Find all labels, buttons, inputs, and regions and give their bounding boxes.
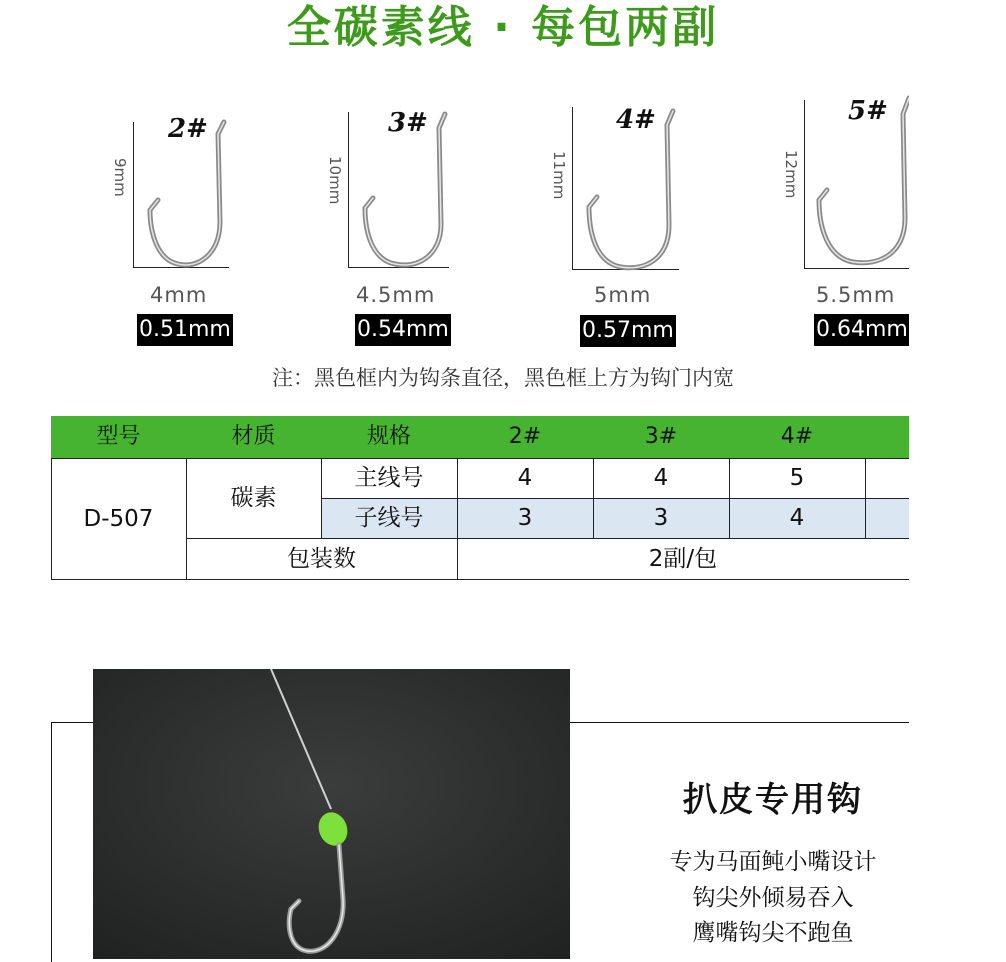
header-spec: 规格 [366,424,411,449]
hook-image [355,106,455,271]
grid-line [51,458,52,580]
table-cell: 3 [517,505,533,531]
table-cell: 4 [789,505,805,531]
header-model: 型号 [96,424,141,449]
row-label-main-line: 主线号 [354,465,424,491]
hook-diameter-label: 0.57mm [580,315,676,347]
hook-image [140,114,235,269]
note-text: 注：黑色框内为钩条直径，黑色框上方为钩门内宽 [272,366,734,390]
hook-length-label: 11mm [550,151,568,200]
feature-line-1: 专为马面鲀小嘴设计 [669,849,877,875]
hook-image [811,92,909,268]
header-size-3: 3# [644,424,678,449]
hook-diameter-label: 0.54mm [355,314,451,346]
header-size-2: 2# [508,424,542,449]
feature-line-3: 鹰嘴钩尖不跑鱼 [692,920,854,946]
header-material: 材质 [231,424,276,449]
hook-gap-label: 5.5mm [816,283,896,307]
table-cell: 4 [517,465,533,491]
table-cell: 4 [653,465,669,491]
hook-card-2 [105,110,245,350]
hook-image [579,103,685,273]
hook-length-label: 9mm [111,158,129,197]
row-label-sub-line: 子线号 [354,505,424,531]
hook-size-label: 5# [848,96,888,126]
hook-gap-label: 4mm [150,283,208,307]
hook-size-label: 4# [616,105,656,135]
package-value: 2副/包 [648,546,718,572]
hook-gap-label: 4.5mm [356,283,436,307]
product-photo [93,669,570,959]
hook-length-label: 12mm [782,150,800,199]
hook-card-5 [776,88,909,350]
grid-line [186,458,187,580]
grid-line [186,538,909,539]
hook-diameter-label: 0.51mm [137,314,233,346]
table-cell: 5 [789,465,805,491]
feature-title: 扒皮专用钩 [683,780,863,820]
feature-line-2: 钩尖外倾易吞入 [692,885,854,911]
hook-with-bead-image [93,669,570,959]
grid-line [51,579,909,580]
table-cell: 3 [653,505,669,531]
hook-gap-label: 5mm [594,283,652,307]
hook-size-label: 3# [388,108,428,138]
hook-card-4 [544,95,684,350]
header-size-4: 4# [780,424,814,449]
material-cell: 碳素 [230,485,277,511]
spec-table [51,416,909,580]
page-title: 全碳素线 · 每包两副 [286,2,720,53]
package-label: 包装数 [287,546,356,572]
hook-size-label: 2# [168,114,208,144]
grid-line [321,498,909,499]
grid-line [457,458,458,580]
hook-card-3 [320,100,460,350]
grid-line [51,458,909,459]
hook-length-label: 10mm [326,156,344,205]
model-cell: D-507 [83,506,154,532]
hook-diameter-label: 0.64mm [814,314,909,346]
